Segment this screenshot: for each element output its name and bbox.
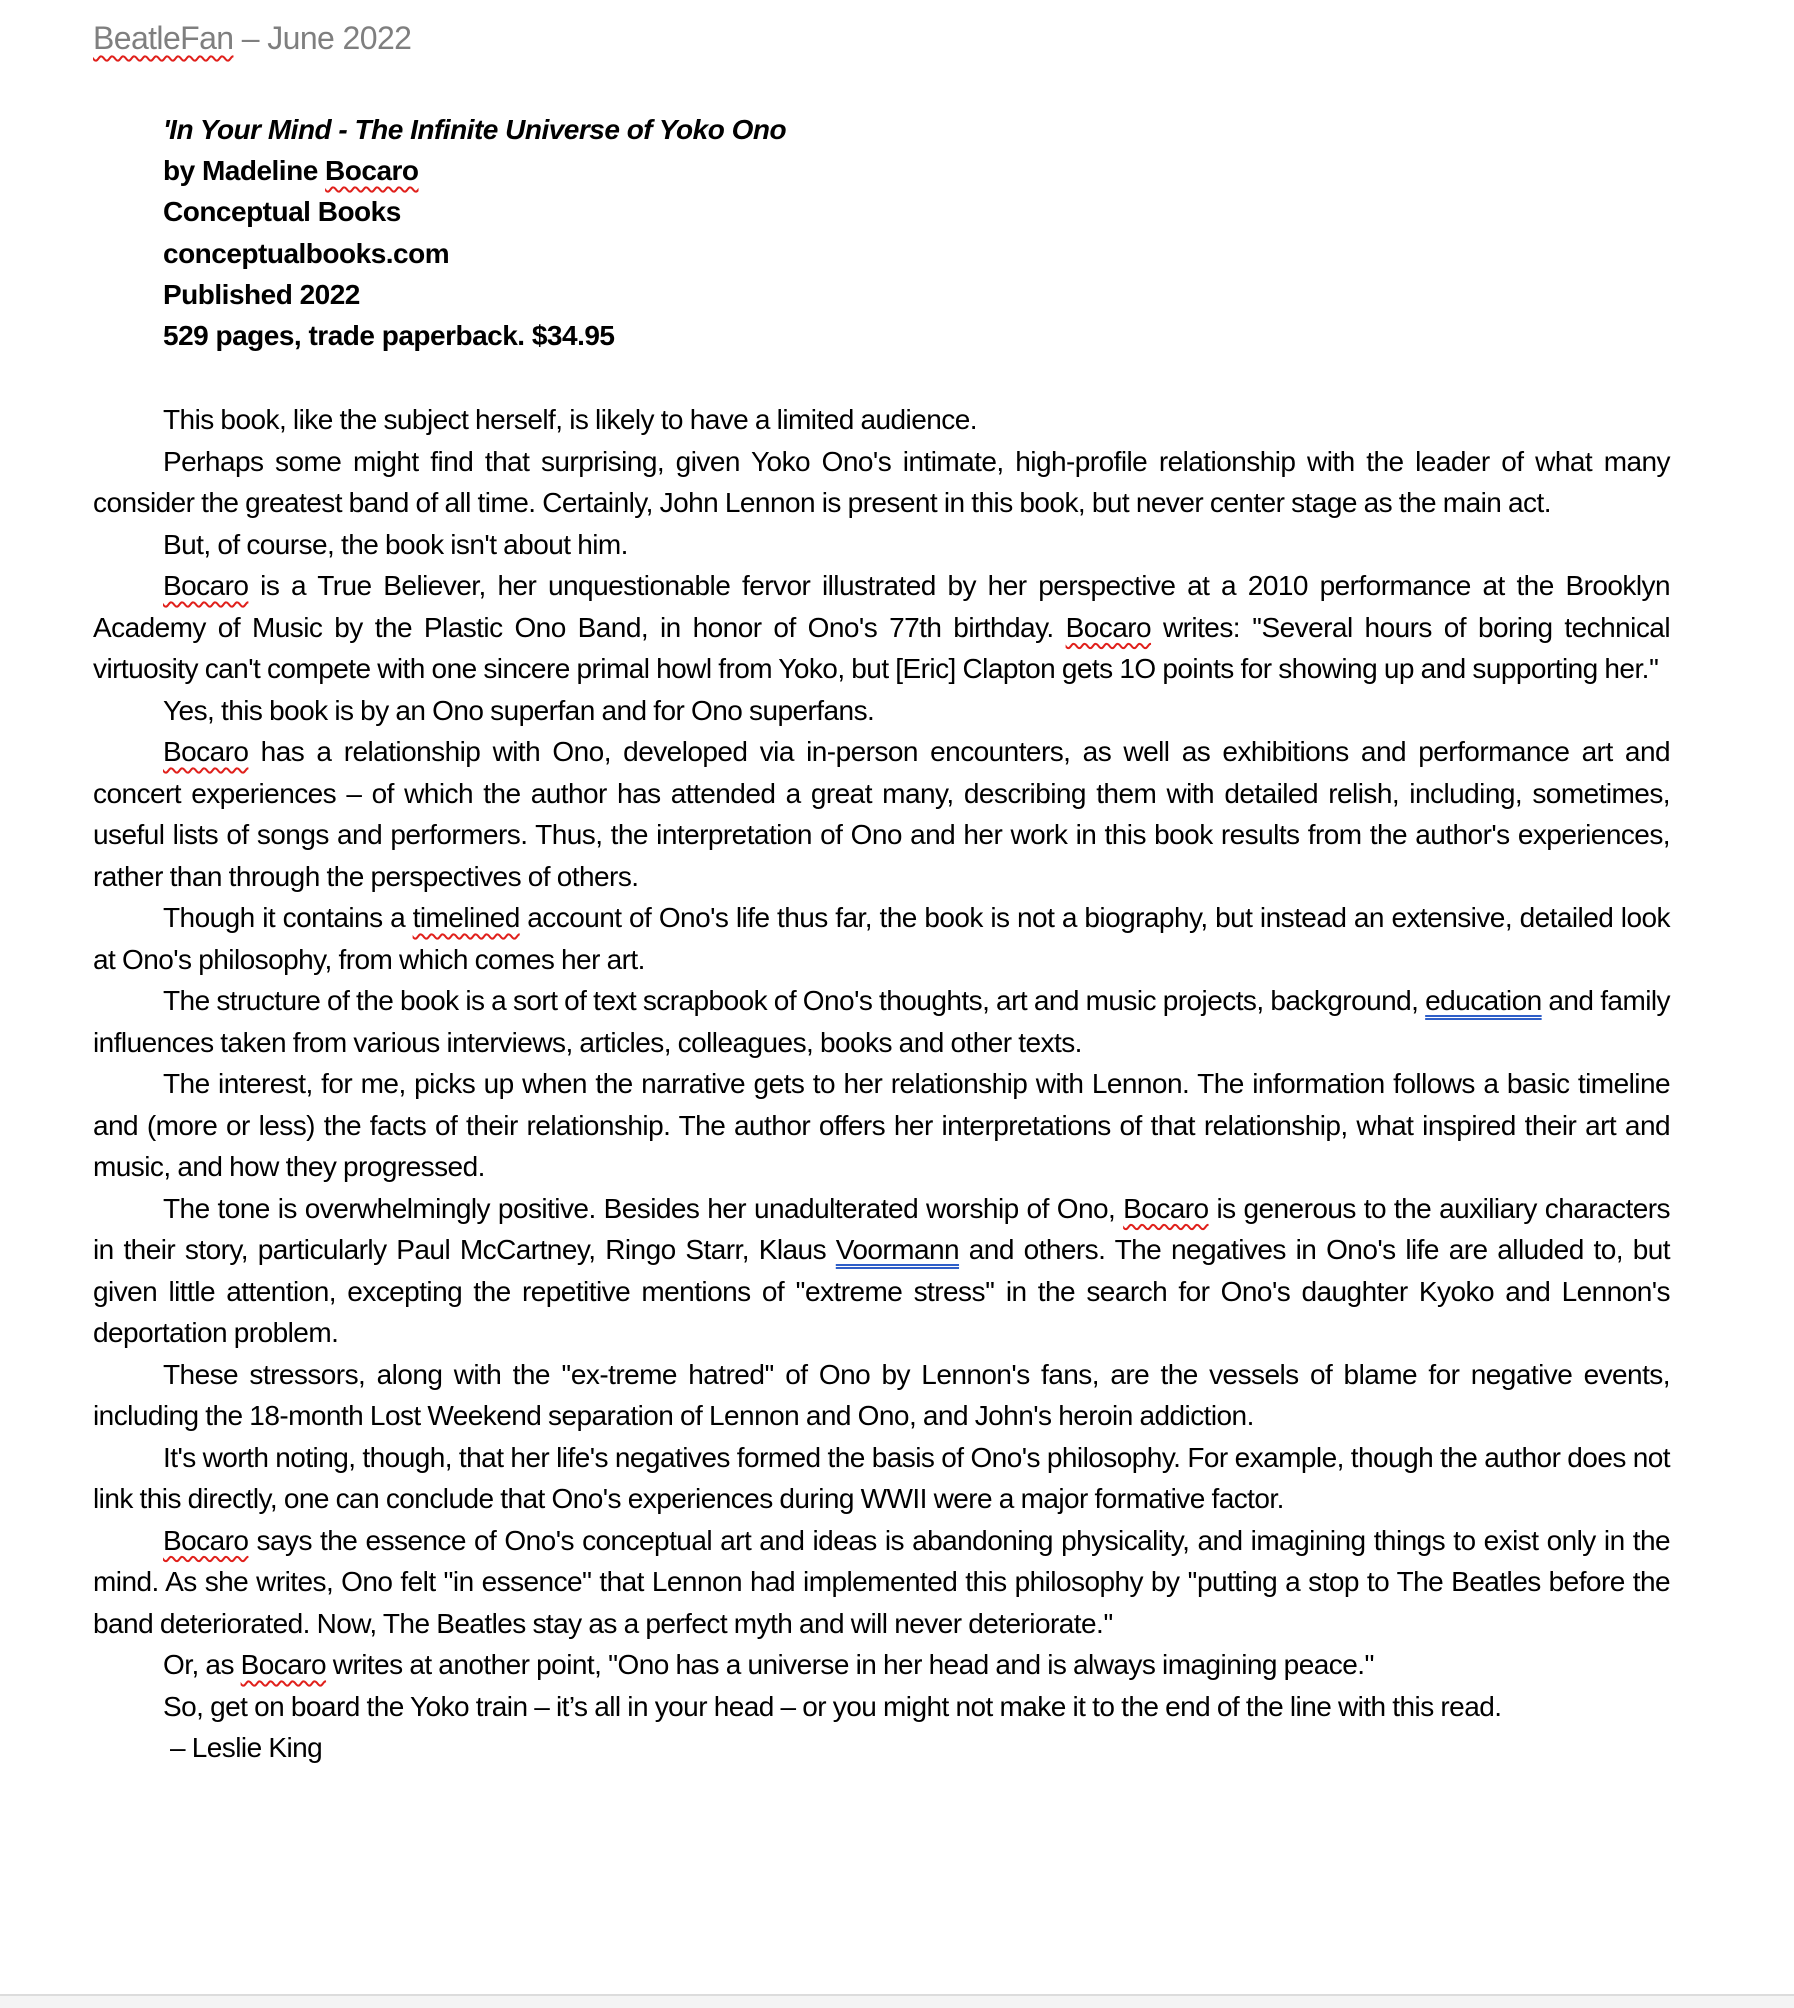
paragraph: It's worth noting, though, that her life's negatives formed the basis of Ono's philosophy. For example, though the author does not link this directly, one can conclude that Ono's experiences during WWII were a major formative factor. [93, 1441, 1670, 1514]
text-run: writes: ''Several hours of boring technical virtuosity can't compete with one sincere primal howl from Yoko, but [Eric] Clapton gets 1O points for showing up and supporting her.'' [93, 611, 1670, 684]
book-published: Published 2022 [163, 278, 360, 310]
book-publisher: Conceptual Books [163, 196, 401, 228]
paragraph: These stressors, along with the ''ex-treme hatred'' of Ono by Lennon's fans, are the vessels of blame for negative events, including the 18-month Lost Weekend separation of Lennon and Ono, and John's heroin addiction. [93, 1358, 1670, 1431]
spelling-flag: Bocaro [163, 736, 249, 767]
issue-date: June 2022 [267, 20, 412, 56]
publication-name: BeatleFan [93, 20, 234, 56]
review-body [93, 399, 1670, 1769]
text-run: says the essence of Ono's conceptual art and ideas is abandoning physicality, and imagining things to exist only in the mind. As she writes, Ono felt "in essence" that Lennon had implemented this philosophy by ''putting a stop to The Beatles before the band deteriorated. Now, The Beatles stay as a perfect myth and will never deteriorate.'' [93, 1524, 1670, 1639]
text-run: and family influences taken from various interviews, articles, colleagues, books and other texts. [93, 985, 1671, 1058]
book-details: 529 pages, trade paperback. $34.95 [163, 320, 615, 352]
paragraph [93, 731, 1670, 897]
book-info-block [163, 109, 1163, 356]
spelling-flag: Bocaro [240, 1649, 327, 1680]
grammar-flag: education [1425, 985, 1542, 1016]
text-run: is a True Believer, her unquestionable fervor illustrated by her perspective at a 2010 performance at the Brooklyn Academy of Music by the Plastic Ono Band, in honor of Ono's 77th birthday. [93, 570, 1670, 643]
spelling-flag: timelined [412, 902, 520, 933]
text-run: has a relationship with Ono, developed via in-person encounters, as well as exhibitions and performance art and concert experiences – of which the author has attended a great many, describing them with detailed relish, including, sometimes, useful lists of songs and performers. Thus, the interpretation of Ono and her work in this book results from the author's experiences, rather than through the perspectives of others. [93, 736, 1670, 892]
spelling-flag: Bocaro [163, 1524, 249, 1556]
paragraph [93, 980, 1670, 1063]
paragraph: This book, like the subject herself, is likely to have a limited audience. [163, 404, 977, 435]
reviewer-signature: – Leslie King [170, 1732, 323, 1763]
text-run: Or, as [163, 1649, 241, 1680]
paragraph [93, 897, 1670, 980]
book-title: 'In Your Mind - The Infinite Universe of Yoko Ono [163, 114, 787, 145]
text-run: is generous to the auxiliary characters in their story, particularly Paul McCartney, Ringo Starr, Klaus [93, 1192, 1670, 1265]
text-run: account of Ono's life thus far, the book is not a biography, but instead an extensive, detailed look at Ono's philosophy, from which comes her art. [93, 902, 1670, 975]
text-run: and others. The negatives in Ono's life are alluded to, but given little attention, excepting the repetitive mentions of ''extreme stress'' in the search for Ono's daughter Kyoko and Lennon's deportation problem. [93, 1234, 1670, 1348]
header-separator: – [233, 20, 268, 56]
text-run: Though it contains a [163, 902, 413, 933]
book-website: conceptualbooks.com [163, 237, 450, 269]
spelling-flag: Bocaro [163, 570, 249, 601]
grammar-flag: Voormann [835, 1234, 960, 1265]
paragraph [93, 1644, 1670, 1686]
spelling-flag: Bocaro [1123, 1192, 1209, 1224]
paragraph: Yes, this book is by an Ono superfan and for Ono superfans. [163, 694, 875, 726]
author-prefix: by Madeline [163, 155, 326, 187]
paragraph: But, of course, the book isn't about him. [163, 528, 628, 560]
book-author [163, 150, 1163, 191]
paragraph [93, 1520, 1670, 1645]
paragraph [93, 1188, 1670, 1354]
paragraph: So, get on board the Yoko train – it’s all in your head – or you might not make it to the end of the line with this read. [163, 1690, 1502, 1722]
paragraph: Perhaps some might find that surprising, given Yoko Ono's intimate, high-profile relationship with the leader of what many consider the greatest band of all time. Certainly, John Lennon is present in this book, but never center stage as the main act. [93, 445, 1670, 518]
text-run: The tone is overwhelmingly positive. Besides her unadulterated worship of Ono, [163, 1192, 1124, 1224]
paragraph [93, 565, 1670, 690]
text-run: The structure of the book is a sort of text scrapbook of Ono's thoughts, art and music projects, background, [163, 985, 1426, 1016]
running-header [93, 20, 411, 57]
text-run: writes at another point, "Ono has a universe in her head and is always imagining peace." [326, 1649, 1374, 1680]
author-surname: Bocaro [325, 155, 419, 187]
paragraph: The interest, for me, picks up when the narrative gets to her relationship with Lennon. The information follows a basic timeline and (more or less) the facts of their relationship. The author offers her interpretations of that relationship, what inspired their art and music, and how they progressed. [93, 1068, 1670, 1182]
spelling-flag: Bocaro [1065, 611, 1152, 643]
